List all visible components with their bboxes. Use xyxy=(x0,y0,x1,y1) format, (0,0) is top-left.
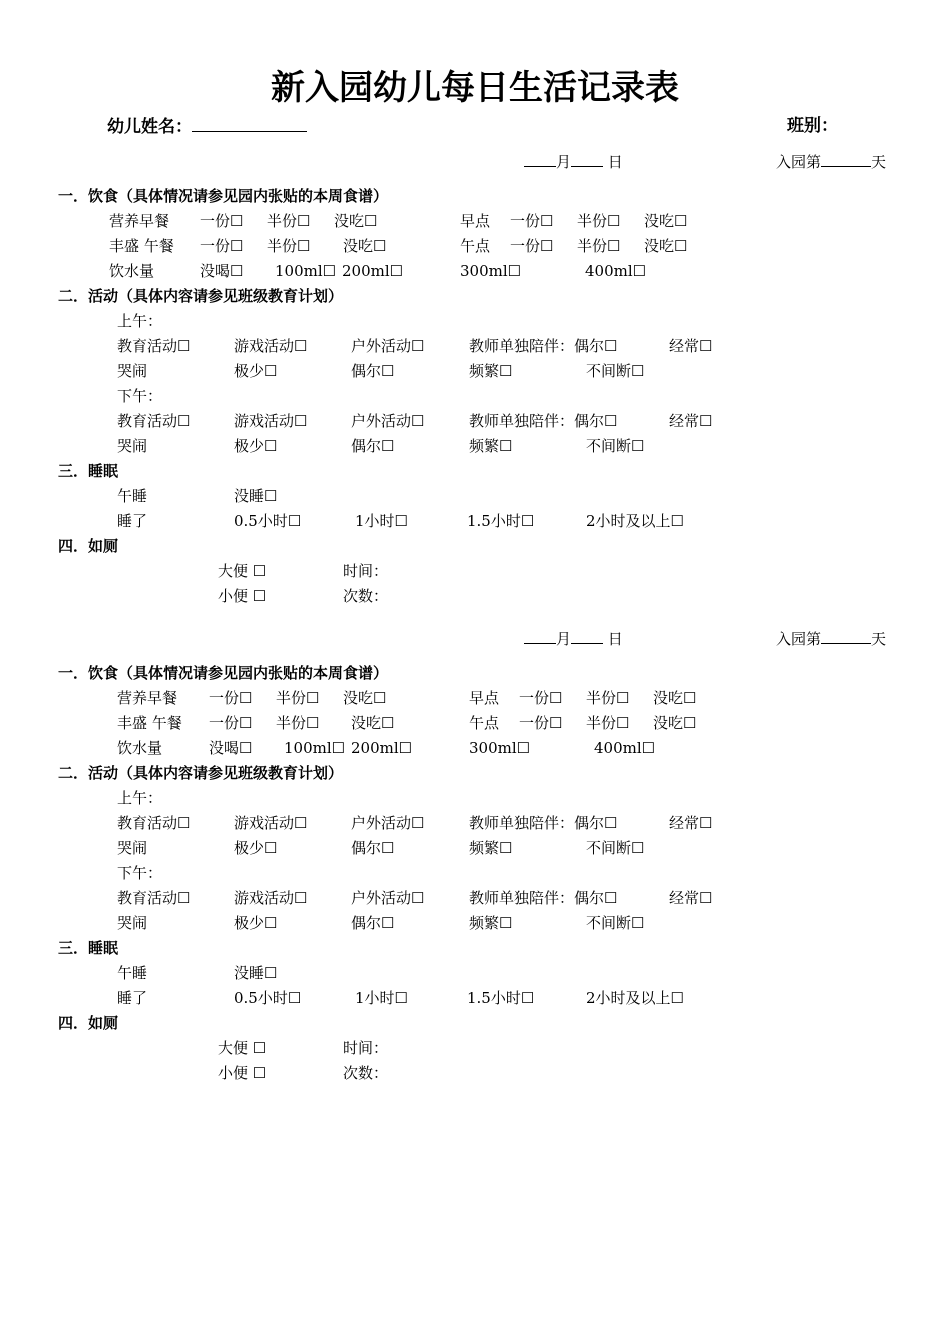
child-name-field[interactable] xyxy=(192,117,307,132)
afternoon-teacher-occasional-option[interactable]: 教师单独陪伴：偶尔☐ xyxy=(469,412,618,430)
water-option-400[interactable]: 400ml☐ xyxy=(594,739,656,757)
month-label: 月 xyxy=(556,153,572,171)
breakfast-option-none[interactable]: 没吃☐ xyxy=(343,689,387,707)
attendance-day-blank[interactable] xyxy=(821,152,871,167)
morning-cry-occasional-option[interactable]: 偶尔☐ xyxy=(351,362,395,380)
morning-cry-constant-option[interactable]: 不间断☐ xyxy=(586,839,645,857)
urine-count-label: 次数： xyxy=(343,1064,389,1082)
sleep-one-hour-option[interactable]: 1小时☐ xyxy=(355,512,408,530)
morning-cry-rare-option[interactable]: 极少☐ xyxy=(234,362,278,380)
water-label: 饮水量 xyxy=(117,739,163,757)
snack-pm-option-full[interactable]: 一份☐ xyxy=(519,714,563,732)
morning-cry-occasional-option[interactable]: 偶尔☐ xyxy=(351,839,395,857)
afternoon-game-option[interactable]: 游戏活动☐ xyxy=(234,889,308,907)
morning-cry-label: 哭闹 xyxy=(117,839,148,857)
sleep-one-half-hour-option[interactable]: 1.5小时☐ xyxy=(467,512,535,530)
water-label: 饮水量 xyxy=(109,262,155,280)
attendance-day-field xyxy=(776,629,886,648)
water-option-100[interactable]: 100ml☐ xyxy=(284,739,346,757)
lunch-option-half[interactable]: 半份☐ xyxy=(276,714,320,732)
breakfast-option-full[interactable]: 一份☐ xyxy=(209,689,253,707)
morning-outdoor-option[interactable]: 户外活动☐ xyxy=(351,337,425,355)
activity-heading: 二．活动（具体内容请参见班级教育计划） xyxy=(58,764,344,782)
morning-teacher-occasional-option[interactable]: 教师单独陪伴：偶尔☐ xyxy=(469,337,618,355)
morning-cry-frequent-option[interactable]: 频繁☐ xyxy=(469,362,513,380)
attendance-day-field xyxy=(776,152,886,171)
snack-am-option-half[interactable]: 半份☐ xyxy=(586,689,630,707)
snack-pm-option-half[interactable]: 半份☐ xyxy=(586,714,630,732)
breakfast-option-half[interactable]: 半份☐ xyxy=(276,689,320,707)
snack-am-option-half[interactable]: 半份☐ xyxy=(577,212,621,230)
sleep-two-hours-option[interactable]: 2小时及以上☐ xyxy=(586,512,684,530)
afternoon-cry-rare-option[interactable]: 极少☐ xyxy=(234,914,278,932)
afternoon-teacher-occasional-option[interactable]: 教师单独陪伴：偶尔☐ xyxy=(469,889,618,907)
bowel-option[interactable]: 大便 ☐ xyxy=(218,562,267,580)
child-name-label-text: 幼儿姓名： xyxy=(107,117,192,137)
snack-pm-option-half[interactable]: 半份☐ xyxy=(577,237,621,255)
morning-cry-rare-option[interactable]: 极少☐ xyxy=(234,839,278,857)
slept-label: 睡了 xyxy=(117,512,148,530)
breakfast-label: 营养早餐 xyxy=(117,689,178,707)
afternoon-teacher-often-option[interactable]: 经常☐ xyxy=(669,412,713,430)
water-option-300[interactable]: 300ml☐ xyxy=(460,262,522,280)
activity-heading: 二．活动（具体内容请参见班级教育计划） xyxy=(58,287,344,305)
attendance-prefix: 入园第 xyxy=(776,630,822,648)
diet-heading: 一．饮食（具体情况请参见园内张贴的本周食谱） xyxy=(58,664,389,682)
morning-education-option[interactable]: 教育活动☐ xyxy=(117,337,191,355)
water-option-200[interactable]: 200ml☐ xyxy=(342,262,404,280)
sleep-two-hours-option[interactable]: 2小时及以上☐ xyxy=(586,989,684,1007)
afternoon-education-option[interactable]: 教育活动☐ xyxy=(117,889,191,907)
morning-cry-label: 哭闹 xyxy=(117,362,148,380)
afternoon-outdoor-option[interactable]: 户外活动☐ xyxy=(351,889,425,907)
morning-game-option[interactable]: 游戏活动☐ xyxy=(234,814,308,832)
snack-am-option-none[interactable]: 没吃☐ xyxy=(644,212,688,230)
afternoon-game-option[interactable]: 游戏活动☐ xyxy=(234,412,308,430)
afternoon-teacher-often-option[interactable]: 经常☐ xyxy=(669,889,713,907)
sleep-half-hour-option[interactable]: 0.5小时☐ xyxy=(234,989,302,1007)
afternoon-cry-label: 哭闹 xyxy=(117,914,148,932)
attendance-day-blank[interactable] xyxy=(821,629,871,644)
month-label: 月 xyxy=(556,630,572,648)
snack-pm-label: 午点 xyxy=(460,237,491,255)
breakfast-option-none[interactable]: 没吃☐ xyxy=(334,212,378,230)
month-blank[interactable] xyxy=(524,152,556,167)
attendance-prefix: 入园第 xyxy=(776,153,822,171)
bowel-time-label: 时间： xyxy=(343,1039,389,1057)
morning-teacher-occasional-option[interactable]: 教师单独陪伴：偶尔☐ xyxy=(469,814,618,832)
slept-label: 睡了 xyxy=(117,989,148,1007)
toilet-heading: 四．如厕 xyxy=(58,537,119,555)
attendance-suffix: 天 xyxy=(871,630,887,648)
date-field xyxy=(524,152,623,171)
bowel-option[interactable]: 大便 ☐ xyxy=(218,1039,267,1057)
lunch-option-none[interactable]: 没吃☐ xyxy=(343,237,387,255)
day-label: 日 xyxy=(607,153,623,171)
diet-heading: 一．饮食（具体情况请参见园内张贴的本周食谱） xyxy=(58,187,389,205)
snack-pm-option-none[interactable]: 没吃☐ xyxy=(644,237,688,255)
snack-am-label: 早点 xyxy=(460,212,491,230)
breakfast-option-full[interactable]: 一份☐ xyxy=(200,212,244,230)
snack-am-option-full[interactable]: 一份☐ xyxy=(519,689,563,707)
lunch-label: 丰盛 午餐 xyxy=(117,714,182,732)
morning-education-option[interactable]: 教育活动☐ xyxy=(117,814,191,832)
morning-outdoor-option[interactable]: 户外活动☐ xyxy=(351,814,425,832)
urine-option[interactable]: 小便 ☐ xyxy=(218,587,267,605)
water-option-200[interactable]: 200ml☐ xyxy=(351,739,413,757)
date-field xyxy=(524,629,623,648)
sleep-heading: 三．睡眠 xyxy=(58,939,119,957)
day-blank[interactable] xyxy=(571,152,603,167)
breakfast-label: 营养早餐 xyxy=(109,212,170,230)
lunch-option-half[interactable]: 半份☐ xyxy=(267,237,311,255)
water-option-100[interactable]: 100ml☐ xyxy=(275,262,337,280)
snack-pm-label: 午点 xyxy=(469,714,500,732)
afternoon-cry-rare-option[interactable]: 极少☐ xyxy=(234,437,278,455)
lunch-option-none[interactable]: 没吃☐ xyxy=(351,714,395,732)
lunch-option-full[interactable]: 一份☐ xyxy=(209,714,253,732)
attendance-suffix: 天 xyxy=(871,153,887,171)
afternoon-cry-frequent-option[interactable]: 频繁☐ xyxy=(469,914,513,932)
afternoon-cry-occasional-option[interactable]: 偶尔☐ xyxy=(351,437,395,455)
afternoon-cry-constant-option[interactable]: 不间断☐ xyxy=(586,437,645,455)
afternoon-outdoor-option[interactable]: 户外活动☐ xyxy=(351,412,425,430)
urine-option[interactable]: 小便 ☐ xyxy=(218,1064,267,1082)
sleep-one-hour-option[interactable]: 1小时☐ xyxy=(355,989,408,1007)
water-option-400[interactable]: 400ml☐ xyxy=(585,262,647,280)
urine-count-label: 次数： xyxy=(343,587,389,605)
snack-pm-option-none[interactable]: 没吃☐ xyxy=(653,714,697,732)
no-sleep-option[interactable]: 没睡☐ xyxy=(234,964,278,982)
morning-cry-frequent-option[interactable]: 频繁☐ xyxy=(469,839,513,857)
sleep-heading: 三．睡眠 xyxy=(58,462,119,480)
month-blank[interactable] xyxy=(524,629,556,644)
breakfast-option-half[interactable]: 半份☐ xyxy=(267,212,311,230)
afternoon-cry-constant-option[interactable]: 不间断☐ xyxy=(586,914,645,932)
water-option-none[interactable]: 没喝☐ xyxy=(200,262,244,280)
class-label: 班别： xyxy=(787,116,838,136)
morning-game-option[interactable]: 游戏活动☐ xyxy=(234,337,308,355)
snack-am-label: 早点 xyxy=(469,689,500,707)
water-option-300[interactable]: 300ml☐ xyxy=(469,739,531,757)
snack-am-option-none[interactable]: 没吃☐ xyxy=(653,689,697,707)
afternoon-cry-frequent-option[interactable]: 频繁☐ xyxy=(469,437,513,455)
nap-label: 午睡 xyxy=(117,964,148,982)
toilet-heading: 四．如厕 xyxy=(58,1014,119,1032)
afternoon-cry-label: 哭闹 xyxy=(117,437,148,455)
day-blank[interactable] xyxy=(571,629,603,644)
afternoon-label: 下午： xyxy=(117,387,163,405)
morning-teacher-often-option[interactable]: 经常☐ xyxy=(669,337,713,355)
no-sleep-option[interactable]: 没睡☐ xyxy=(234,487,278,505)
bowel-time-label: 时间： xyxy=(343,562,389,580)
lunch-option-full[interactable]: 一份☐ xyxy=(200,237,244,255)
afternoon-education-option[interactable]: 教育活动☐ xyxy=(117,412,191,430)
afternoon-label: 下午： xyxy=(117,864,163,882)
morning-label: 上午： xyxy=(117,789,163,807)
child-name-label xyxy=(107,117,307,136)
sleep-one-half-hour-option[interactable]: 1.5小时☐ xyxy=(467,989,535,1007)
nap-label: 午睡 xyxy=(117,487,148,505)
sleep-half-hour-option[interactable]: 0.5小时☐ xyxy=(234,512,302,530)
snack-pm-option-full[interactable]: 一份☐ xyxy=(510,237,554,255)
water-option-none[interactable]: 没喝☐ xyxy=(209,739,253,757)
morning-cry-constant-option[interactable]: 不间断☐ xyxy=(586,362,645,380)
snack-am-option-full[interactable]: 一份☐ xyxy=(510,212,554,230)
page-title: 新入园幼儿每日生活记录表 xyxy=(271,68,679,108)
day-label: 日 xyxy=(607,630,623,648)
morning-teacher-often-option[interactable]: 经常☐ xyxy=(669,814,713,832)
morning-label: 上午： xyxy=(117,312,163,330)
lunch-label: 丰盛 午餐 xyxy=(109,237,174,255)
afternoon-cry-occasional-option[interactable]: 偶尔☐ xyxy=(351,914,395,932)
